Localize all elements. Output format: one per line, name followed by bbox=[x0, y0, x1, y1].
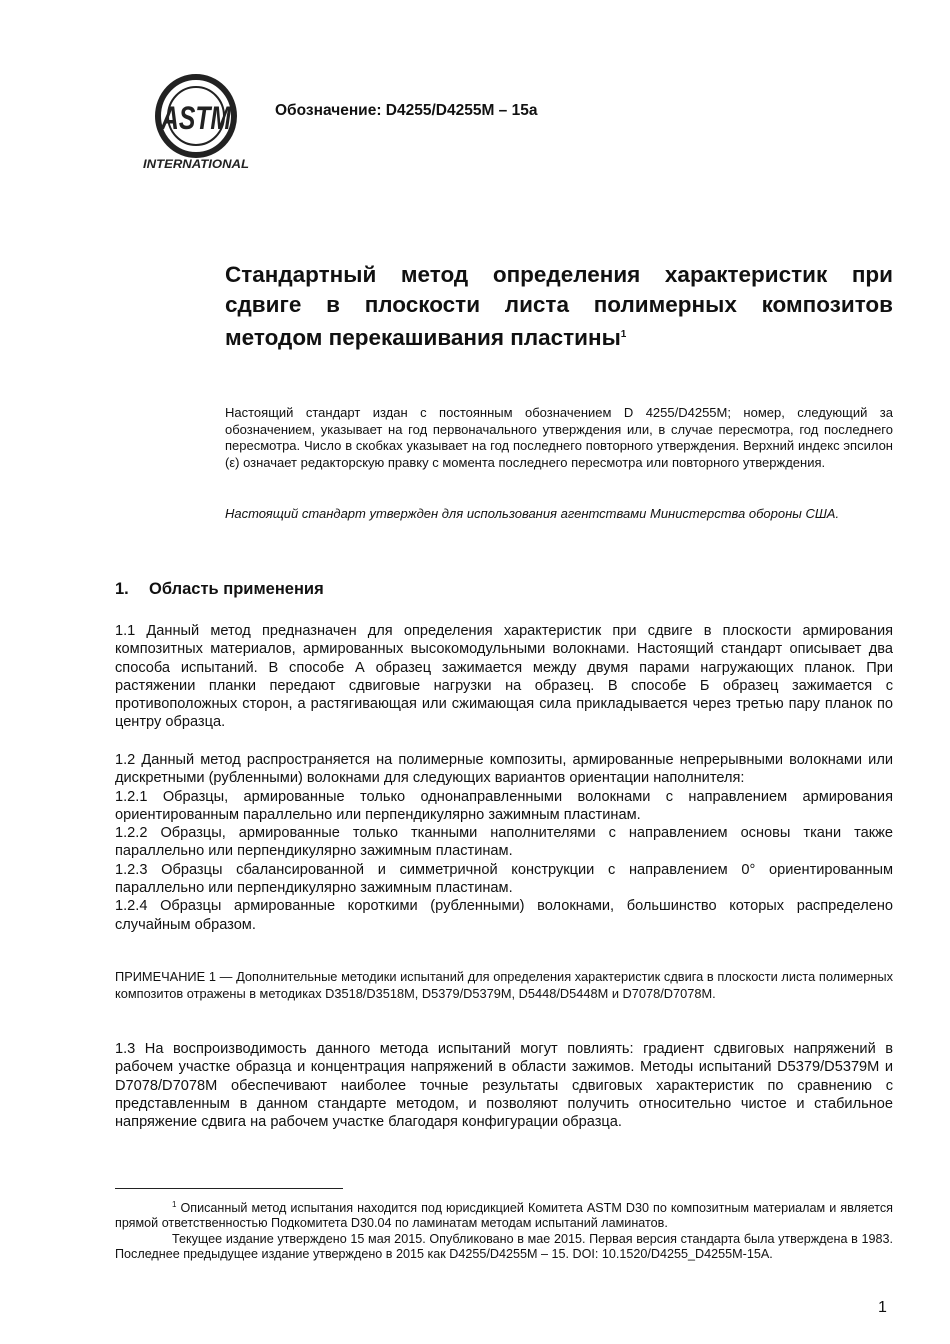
paragraph-1-2-1: 1.2.1 Образцы, армированные только однонаправленными волокнами с направлением армирования ориентированным параллельно или перпендикулярно зажимным пластинам. bbox=[115, 788, 893, 823]
paragraph-1-2: 1.2 Данный метод распространяется на полимерные композиты, армированные непрерывными волокнами или дискретными (рубленными) волокнами для следующих вариантов ориентации наполнителя: bbox=[115, 752, 893, 787]
section-heading bbox=[115, 580, 324, 599]
paragraph-1-2-4: 1.2.4 Образцы армированные короткими (рубленными) волокнами, большинство которых распределено случайным образом. bbox=[115, 898, 893, 933]
paragraph-text: 1.3 На воспроизводимость данного метода испытаний могут повлиять: градиент сдвиговых напряжений в рабочем участке образца и концентрация напряжений в области зажимов. Методы испытаний D5379/D5379M и D7078/D7078M обеспечивают наиболее точные результаты сдвиговых характеристик по сравнению с представленным в данном стандарте методом, и позволяют получить относительно чистое и стабильное напряжение сдвига на рабочем участке благодаря конфигурации образца. bbox=[115, 1041, 893, 1131]
section-title: Область применения bbox=[149, 580, 324, 598]
paragraph-text: 1.1 Данный метод предназначен для определения характеристик при сдвиге в плоскости армирования композитных материалов, армированных высокомодульными волокнами. Настоящий стандарт описывает два способа испытаний. В способе А образец зажимается между двумя парами нагружающих планок. При растяжении планки передают сдвиговые нагрузки на образец. В способе Б образец зажимается с противоположных сторон, а растягивающая или сжимающая сила прикладывается через третью пару планок по центру образца. bbox=[115, 623, 893, 731]
logo-letters: ASTM bbox=[160, 100, 233, 136]
footnote bbox=[115, 1197, 893, 1262]
footnote-para-1 bbox=[115, 1197, 893, 1232]
footnote-para-2: Текущее издание утверждено 15 мая 2015. Опубликовано в мае 2015. Первая версия стандарта была утверждена в 1983. Последнее предыдущее издание утверждено в 2015 как D4255/D4255M – 15. DOI: 10.1520/D4255_D4255M-15A. bbox=[115, 1231, 893, 1261]
footnote-divider bbox=[115, 1188, 343, 1189]
title-footnote-ref: 1 bbox=[620, 329, 627, 340]
astm-logo bbox=[140, 72, 252, 176]
paragraph-1-2-block bbox=[115, 751, 893, 934]
designation: Обозначение: D4255/D4255M – 15a bbox=[275, 102, 538, 119]
logo-international: INTERNATIONAL bbox=[143, 159, 249, 171]
section-number: 1. bbox=[115, 580, 129, 598]
dod-note: Настоящий стандарт утвержден для использования агентствами Министерства обороны США. bbox=[225, 506, 840, 521]
title-text: Стандартный метод определения характеристик при сдвиге в плоскости листа полимерных композитов методом перекашивания пластины bbox=[225, 262, 893, 350]
paragraph-1-2-3: 1.2.3 Образцы сбалансированной и симметричной конструкции с направлением 0° ориентированным параллельно или перпендикулярно зажимным пластинам. bbox=[115, 861, 893, 897]
footnote-marker: 1 bbox=[172, 1200, 177, 1209]
document-title bbox=[225, 260, 893, 353]
note-1: ПРИМЕЧАНИЕ 1 — Дополнительные методики испытаний для определения характеристик сдвига в плоскости листа полимерных композитов отражены в методиках D3518/D3518M, D5379/D5379M, D5448/D5448M и D7078/D7078M. bbox=[115, 969, 893, 1001]
page-number: 1 bbox=[878, 1299, 887, 1316]
paragraph-1-3 bbox=[115, 1040, 893, 1131]
footnote-text-1: Описанный метод испытания находится под юрисдикцией Комитета ASTM D30 по композитным материалам и является прямой ответственностью Подкомитета D30.04 по ламинатам методам испытаний ламинатов. bbox=[115, 1201, 893, 1231]
issue-note: Настоящий стандарт издан с постоянным обозначением D 4255/D4255M; номер, следующий за обозначением, указывает на год первоначального утверждения или, в случае пересмотра, год последнего пересмотра. Число в скобках указывает на год последнего повторного утверждения. Верхний индекс эпсилон (ε) означает редакторскую правку с момента последнего пересмотра или повторного утверждения. bbox=[225, 405, 893, 470]
paragraph-1-2-2: 1.2.2 Образцы, армированные только тканными наполнителями с направлением основы ткани также параллельно или перпендикулярно зажимным пластинам. bbox=[115, 825, 893, 860]
paragraph-1-1 bbox=[115, 622, 893, 732]
